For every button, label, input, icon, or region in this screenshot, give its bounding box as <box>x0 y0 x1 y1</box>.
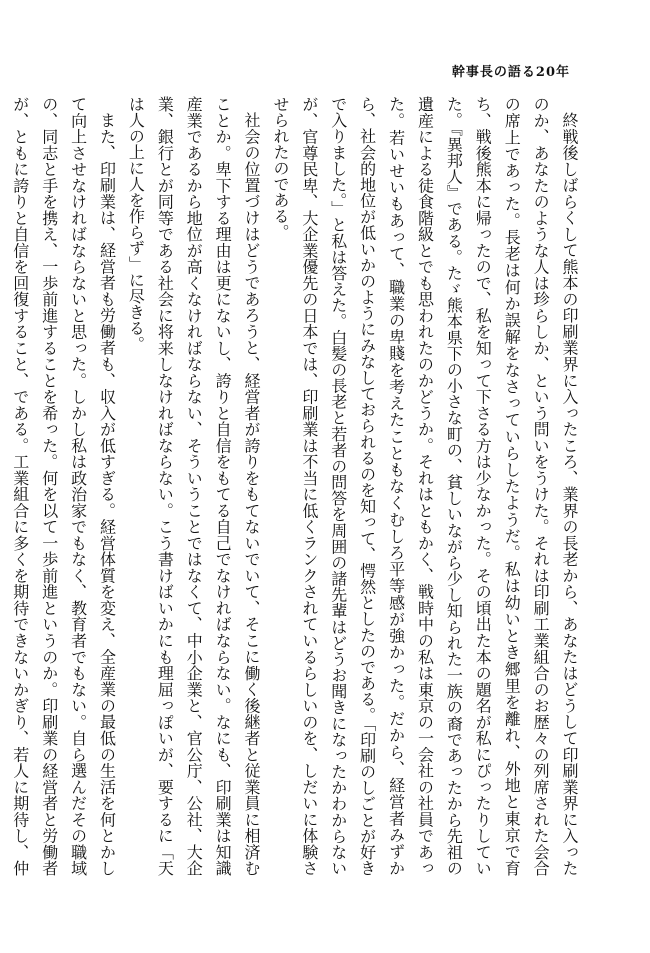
running-header: 幹事長の語る20年 <box>451 65 570 80</box>
body-text <box>10 96 583 877</box>
paragraph: 終戦後しばらくして熊本の印刷業界に入ったころ、業界の長老から、あなたはどうして印刷業界に入ったのか、あなたのような人は珍らしか、という問いをうけた。それは印刷工業組合のお歴々の列席された会合の席上であった。長老は何か誤解をなさっていらしたようだ。私は幼いとき郷里を離れ、外地と東京で育ち、戦後熊本に帰ったので、私を知って下さる方は少なかった。その頃出た本の題名が私にぴったりしていた。『異邦人』である。たゞ熊本県下の小さな町の、貧しいながら少し知られた一族の裔であったから先祖の遺産による徒食階級とでも思われたのかどうか。それはともかく、戦時中の私は東京の一会社の社員であった。若いせいもあって、職業の卑賤を考えたこともなくむしろ平等感が強かった。だから、経営者みずから、社会的地位が低いかのようにみなしておられるのを知って、愕然としたのである。「印刷のしごとが好きで入りました。」と私は答えた。白髪の長老と若者の問答を周囲の諸先輩はどうお聞きになったかわからないが、官尊民卑、大企業優先の日本では、印刷業は不当に低くランクされているらしいのを、しだいに体験させられたのである。 <box>270 96 579 877</box>
paragraph: 社会の位置づけはどうであろうと、経営者が誇りをもてないでいて、そこに働く後継者と従業員に相済むことか。卑下する理由は更にないし、誇りと自信をもてる自己でなければならない。なにも、印刷業は知識産業であるから地位が高くなければならない、そういうことではなくて、中小企業と、官公庁、公社、大企業、銀行とが同等である社会に将来しなければならない。こう書けばいかにも理屈っぽいが、要するに「天は人の上に人を作らず」に尽きる。 <box>126 96 262 876</box>
paragraph: また、印刷業は、経営者も労働者も、収入が低すぎる。経営体質を変え、全産業の最低の生活を何とかして向上させなければならないと思った。しかし私は政治家でもなく、教育者でもない。自ら選んだその職域の、同志と手を携え、一歩前進することを希った。何を以て一歩前進というのか。印刷業の経営者と労働者が、ともに誇りと自信を回復すること、である。工業組合に多くを期待できないかぎり、若人に期待し、仲 <box>10 96 117 876</box>
